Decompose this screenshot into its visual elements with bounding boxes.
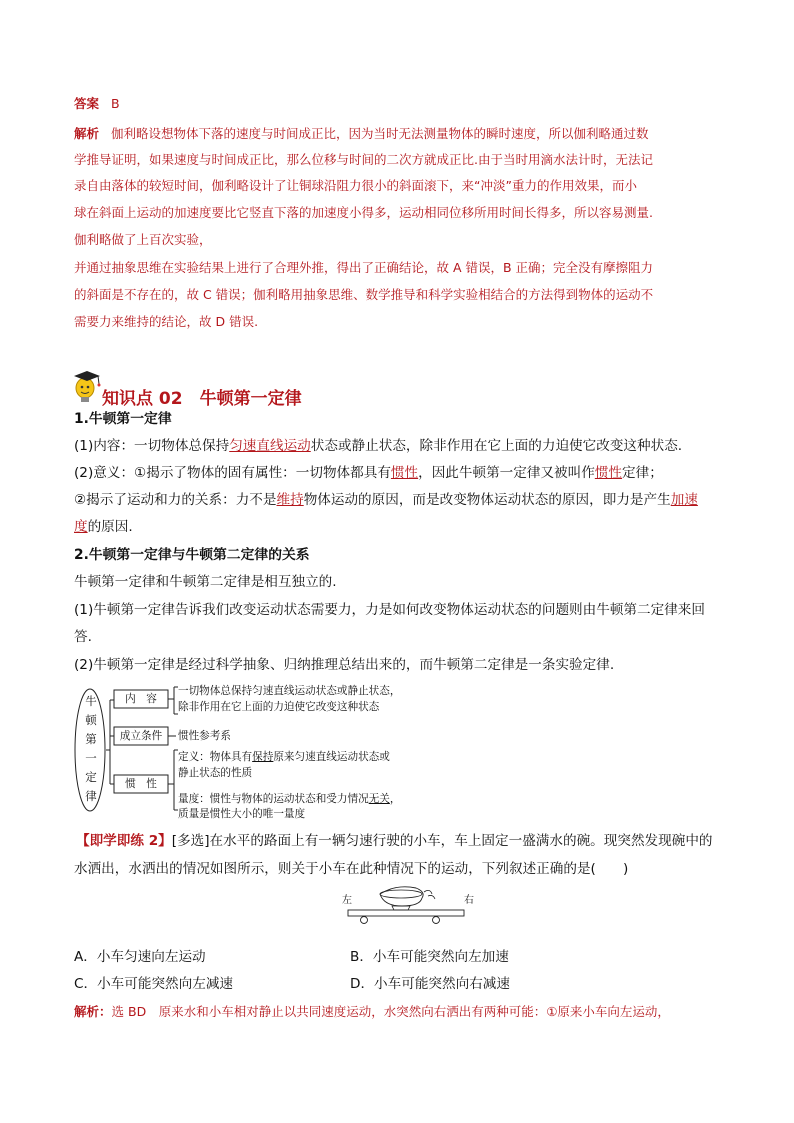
diagram-root: 牛 顿 第 一 定 律 xyxy=(85,694,97,803)
option-a[interactable]: A．小车匀速向左运动 xyxy=(74,949,206,965)
content-desc-1: 一切物体总保持匀速直线运动状态或静止状态， xyxy=(178,685,401,697)
analysis-line-2: 学推导证明，如果速度与时间成正比，那么位移与时间的二次方就成正比.由于当时用滴水法计时，无法记 xyxy=(74,152,653,167)
scholar-bulb-icon xyxy=(70,366,104,406)
exercise-line-1: 【即学即练 2】[多选]在水平的路面上有一辆匀速行驶的小车，车上固定一盛满水的碗。现突然发现碗中的 xyxy=(76,833,713,849)
box-condition: 成立条件 xyxy=(119,730,163,742)
option-c[interactable]: C．小车可能突然向左减速 xyxy=(74,976,234,992)
concept-diagram xyxy=(70,685,430,820)
box-content: 内 容 xyxy=(125,693,157,705)
section2-heading: 2.牛顿第一定律与牛顿第二定律的关系 xyxy=(74,547,310,563)
inertia-definition-2: 静止状态的性质 xyxy=(178,767,253,779)
analysis-line-8: 需要力来维持的结论，故 D 错误. xyxy=(74,314,259,329)
section2-p2-cont: 答. xyxy=(74,629,92,645)
solution-line: 解析：选 BD 原来水和小车相对静止以共同速度运动，水突然向右洒出有两种可能：①原来小车向左运动， xyxy=(74,1004,670,1019)
exercise-tag: 【即学即练 2】 xyxy=(76,833,172,849)
condition-desc: 惯性参考系 xyxy=(178,730,231,742)
option-d[interactable]: D．小车可能突然向右减速 xyxy=(350,976,510,992)
inertia-measure: 量度：惯性与物体的运动状态和受力情况无关， xyxy=(178,793,401,805)
analysis-label: 解析 xyxy=(74,126,100,141)
answer-value: B xyxy=(111,96,120,111)
analysis-line-6: 并通过抽象思维在实验结果上进行了合理外推，得出了正确结论，故 A 错误，B 正确；完全没有摩擦阻力 xyxy=(74,260,654,275)
section1-meaning: (2)意义：①揭示了物体的固有属性：一切物体都具有惯性，因此牛顿第一定律又被叫作惯性定律； xyxy=(74,465,663,481)
analysis-line-7: 的斜面是不存在的，故 C 错误；伽利略用抽象思维、数学推导和科学实验相结合的方法得到物体的运动不 xyxy=(74,287,654,302)
section2-p2: (1)牛顿第一定律告诉我们改变运动状态需要力，力是如何改变物体运动状态的问题则由牛顿第二定律来回 xyxy=(74,602,705,618)
inertia-definition: 定义：物体具有保持原来匀速直线运动状态或 xyxy=(178,751,390,763)
exercise-line-2: 水洒出，水洒出的情况如图所示，则关于小车在此种情况下的运动，下列叙述正确的是( ) xyxy=(74,861,629,877)
section1-reveal-cont: 度的原因. xyxy=(74,519,133,535)
box-inertia: 惯 性 xyxy=(125,778,157,790)
section2-p3: (2)牛顿第一定律是经过科学抽象、归纳推理总结出来的，而牛顿第二定律是一条实验定律. xyxy=(74,657,615,673)
analysis-line-4: 球在斜面上运动的加速度要比它竖直下落的加速度小得多，运动相同位移所用时间长得多，所以容易测量. xyxy=(74,205,653,220)
content-desc-2: 除非作用在它上面的力迫使它改变这种状态 xyxy=(178,701,380,713)
option-b[interactable]: B．小车可能突然向左加速 xyxy=(350,949,509,965)
fig-left-label: 左 xyxy=(342,895,352,906)
analysis-line-5: 伽利略做了上百次实验， xyxy=(74,232,212,247)
analysis-line-3: 录自由落体的较短时间，伽利略设计了让铜球沿阻力很小的斜面滚下，来“冲淡”重力的作用效果，而小 xyxy=(74,178,637,193)
answer-label: 答案 xyxy=(74,96,100,111)
section1-heading: 1.牛顿第一定律 xyxy=(74,411,172,427)
fig-right-label: 右 xyxy=(464,895,474,906)
answer-line xyxy=(74,96,120,112)
solution-label: 解析： xyxy=(74,1004,112,1019)
cart-figure xyxy=(336,884,476,930)
analysis-line-1: 解析 伽利略设想物体下落的速度与时间成正比，因为当时无法测量物体的瞬时速度，所以伽利略通过数 xyxy=(74,126,649,141)
section2-p1: 牛顿第一定律和牛顿第二定律是相互独立的. xyxy=(74,574,337,590)
inertia-measure-2: 质量是惯性大小的唯一量度 xyxy=(178,808,306,820)
knowledge-point-title: 知识点 02 牛顿第一定律 xyxy=(102,389,302,409)
section1-content: (1)内容：一切物体总保持匀速直线运动状态或静止状态，除非作用在它上面的力迫使它改变这种状态. xyxy=(74,438,683,454)
section1-reveal: ②揭示了运动和力的关系：力不是维持物体运动的原因，而是改变物体运动状态的原因，即力是产生加速 xyxy=(74,492,698,508)
